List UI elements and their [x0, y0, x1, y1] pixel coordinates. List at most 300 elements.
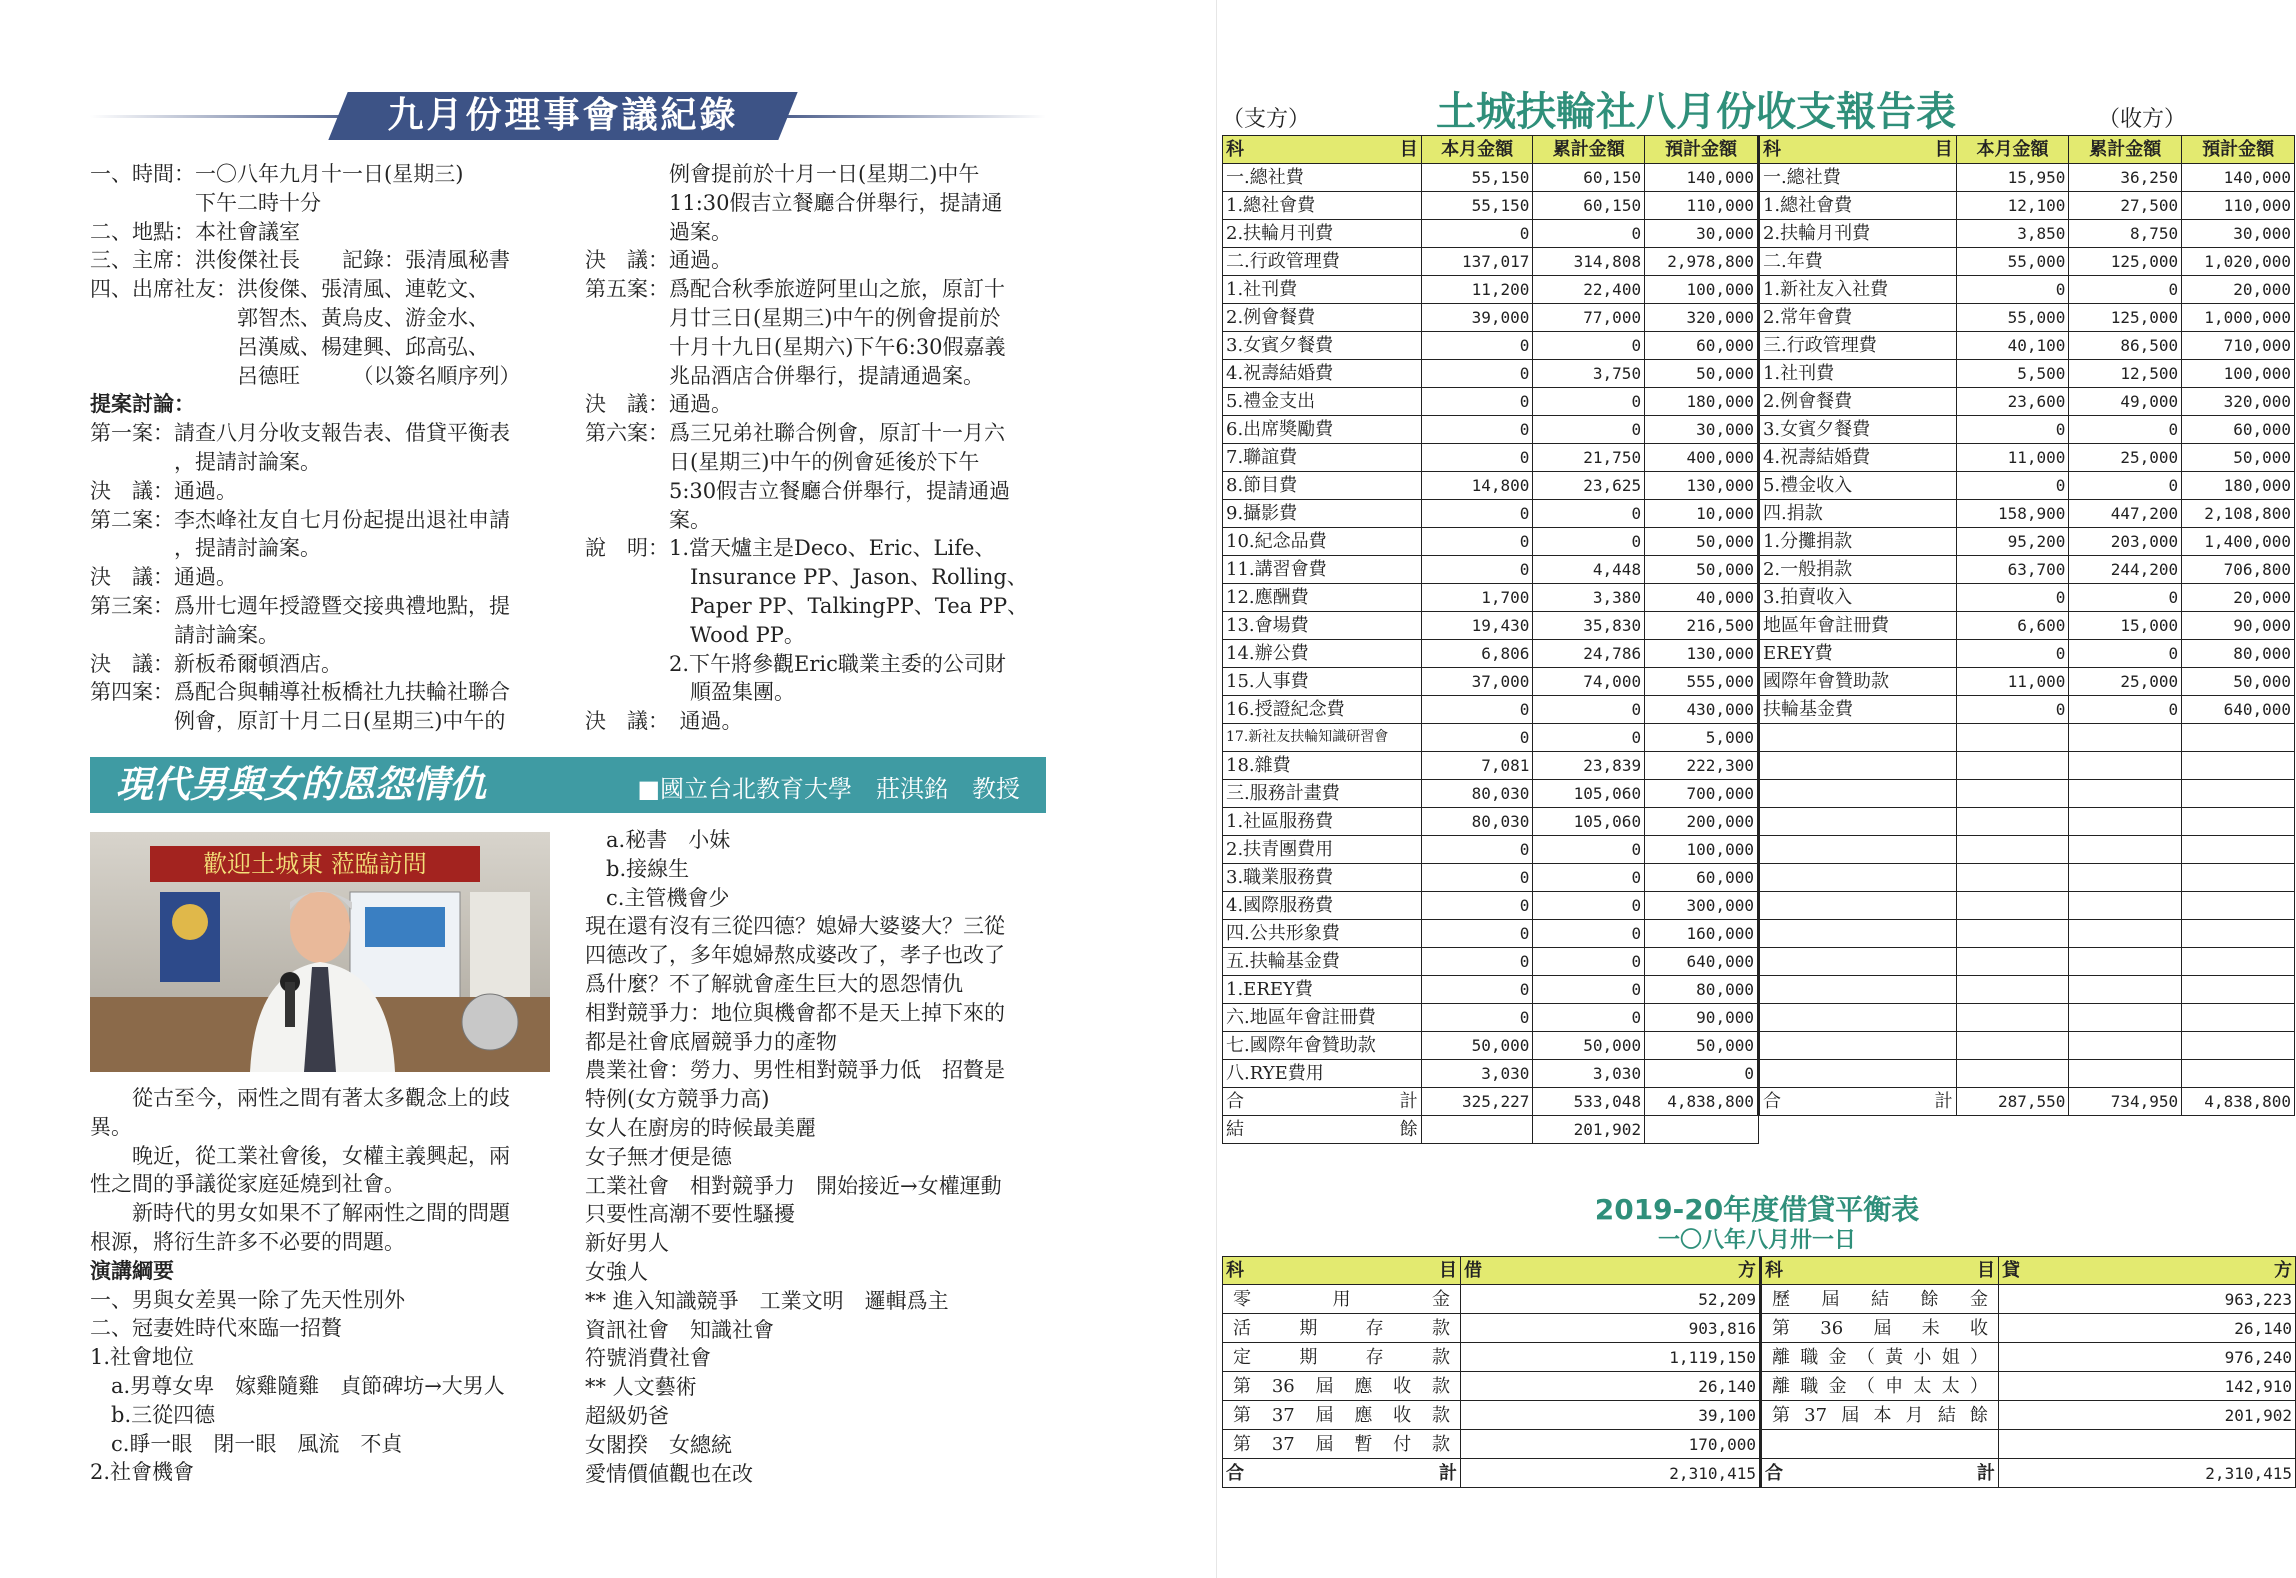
- income-item: 1.新社友入社費: [1758, 276, 1956, 304]
- income-amount: [2069, 780, 2182, 808]
- income-item: 2.例會餐費: [1758, 388, 1956, 416]
- table-row: [1223, 1343, 2296, 1372]
- expense-amount: 0: [1533, 528, 1645, 556]
- minutes-column-2: [585, 160, 1055, 736]
- income-amount: 640,000: [2182, 696, 2295, 724]
- text-line: 第五案：爲配合秋季旅遊阿里山之旅，原訂十: [585, 277, 1005, 302]
- table-row: [1223, 528, 2295, 556]
- income-amount: [2069, 920, 2182, 948]
- expense-amount: 105,060: [1533, 780, 1645, 808]
- income-amount: 1,000,000: [2182, 304, 2295, 332]
- table-row: [1223, 640, 2295, 668]
- expense-amount: 23,839: [1533, 752, 1645, 780]
- minutes-column-1: [90, 160, 560, 736]
- text-line: 決 議： 通過。: [585, 709, 743, 734]
- debit-item: 第37屆暫付款: [1223, 1430, 1461, 1459]
- text-line: 案。: [585, 507, 711, 532]
- report-title: 土城扶輪社八月份收支報告表: [1436, 89, 1956, 135]
- expense-amount: 0: [1421, 444, 1533, 472]
- expense-item: 8.節目費: [1223, 472, 1422, 500]
- income-amount: [2182, 864, 2295, 892]
- expense-amount: 50,000: [1533, 1032, 1645, 1060]
- total-label: [1763, 1088, 1953, 1115]
- report-balance-row: [1223, 1116, 2295, 1144]
- expense-amount: 23,625: [1533, 472, 1645, 500]
- income-amount: 125,000: [2069, 248, 2182, 276]
- expense-item: 14.辦公費: [1223, 640, 1422, 668]
- expense-item: 4.國際服務費: [1223, 892, 1422, 920]
- income-amount: 0: [1956, 640, 2069, 668]
- income-amount: 12,100: [1956, 192, 2069, 220]
- expense-amount: 0: [1533, 976, 1645, 1004]
- income-amount: [1956, 724, 2069, 752]
- income-item: 3.拍賣收入: [1758, 584, 1956, 612]
- expense-amount: 130,000: [1645, 472, 1759, 500]
- expense-amount: 7,081: [1421, 752, 1533, 780]
- income-item: [1758, 948, 1956, 976]
- balance-label-b: 餘: [1399, 1119, 1418, 1140]
- text-line: 過案。: [585, 219, 732, 244]
- income-amount: 12,500: [2069, 360, 2182, 388]
- table-row: [1223, 836, 2295, 864]
- income-amount: [2182, 808, 2295, 836]
- expense-amount: 320,000: [1645, 304, 1759, 332]
- table-row: [1223, 1372, 2296, 1401]
- text-line: 兆品酒店合併舉行，提請通過案。: [585, 363, 984, 388]
- income-amount: 0: [2069, 276, 2182, 304]
- text-line: 例會，原訂十月二日(星期三)中午的: [90, 709, 506, 734]
- credit-amount: 142,910: [1999, 1372, 2296, 1401]
- income-amount: 15,000: [2069, 612, 2182, 640]
- text-line: 工業社會 相對競爭力 開始接近→女權運動: [585, 1173, 1002, 1198]
- credit-total-label-wrap: [1765, 1460, 1995, 1487]
- table-row: [1223, 1004, 2295, 1032]
- table-row: [1223, 1285, 2296, 1314]
- text-line: 新好男人: [585, 1231, 669, 1256]
- text-line: 5:30假吉立餐廳合併舉行，提請通過: [585, 478, 1011, 503]
- text-line: 異。: [90, 1114, 132, 1139]
- text-line: c.睜一眼 閉一眼 風流 不貞: [90, 1431, 403, 1456]
- credit-total-label: [1761, 1459, 1999, 1488]
- text-line: 例會提前於十月一日(星期二)中午: [585, 162, 980, 186]
- income-amount: 23,600: [1956, 388, 2069, 416]
- income-amount: [2069, 752, 2182, 780]
- income-amount: [1956, 1004, 2069, 1032]
- income-amount: [2069, 976, 2182, 1004]
- income-amount: 0: [2069, 472, 2182, 500]
- expense-item: 2.扶青團費用: [1223, 836, 1422, 864]
- debit-total: 2,310,415: [1461, 1459, 1761, 1488]
- expense-item: 四.公共形象費: [1223, 920, 1422, 948]
- text-line: 決 議：通過。: [90, 565, 237, 590]
- text-line: ，提請討論案。: [90, 449, 321, 474]
- expense-item: 三.服務計畫費: [1223, 780, 1422, 808]
- credit-amount: 976,240: [1999, 1343, 2296, 1372]
- expense-item: 18.雜費: [1223, 752, 1422, 780]
- table-row: [1223, 948, 2295, 976]
- income-amount: 11,000: [1956, 668, 2069, 696]
- text-line: ** 進入知識競爭 工業文明 邏輯爲主: [585, 1288, 949, 1313]
- income-total-value: 287,550: [1956, 1088, 2069, 1116]
- text-line: 根源，將衍生許多不必要的問題。: [90, 1229, 405, 1254]
- income-item: 4.祝壽結婚費: [1758, 444, 1956, 472]
- text-line: 日(星期三)中午的例會延後於下午: [585, 449, 980, 474]
- text-line: 女子無才便是德: [585, 1144, 732, 1169]
- expense-amount: 3,380: [1533, 584, 1645, 612]
- expense-amount: 37,000: [1421, 668, 1533, 696]
- expense-amount: 0: [1421, 500, 1533, 528]
- income-amount: [2182, 836, 2295, 864]
- text-line: 愛情價値觀也在改: [585, 1461, 753, 1486]
- income-amount: 0: [1956, 416, 2069, 444]
- expense-amount: 0: [1533, 500, 1645, 528]
- text-line: ** 人文藝術: [585, 1375, 697, 1400]
- income-amount: [2069, 1032, 2182, 1060]
- income-item: 2.扶輪月刊費: [1758, 220, 1956, 248]
- expense-amount: 640,000: [1645, 948, 1759, 976]
- table-row: [1223, 1401, 2296, 1430]
- text-line: c.主管機會少: [585, 885, 730, 910]
- expense-amount: 130,000: [1645, 640, 1759, 668]
- table-row: [1223, 1032, 2295, 1060]
- text-line: 決 議：通過。: [90, 478, 237, 503]
- income-amount: 20,000: [2182, 584, 2295, 612]
- credit-total: 2,310,415: [1999, 1459, 2296, 1488]
- text-line: 十月十九日(星期六)下午6:30假嘉義: [585, 334, 1006, 359]
- expense-item: 11.講習會費: [1223, 556, 1422, 584]
- text-line: ，提請討論案。: [90, 536, 321, 561]
- text-line: 性之間的爭議從家庭延燒到社會。: [90, 1172, 405, 1197]
- table-row: [1223, 584, 2295, 612]
- expense-amount: 0: [1421, 556, 1533, 584]
- debit-amount: 26,140: [1461, 1372, 1761, 1401]
- expense-amount: 80,030: [1421, 808, 1533, 836]
- expense-amount: 80,030: [1421, 780, 1533, 808]
- table-row: [1223, 500, 2295, 528]
- income-amount: 11,000: [1956, 444, 2069, 472]
- expense-amount: 3,030: [1533, 1060, 1645, 1088]
- speaker-photo: [90, 832, 550, 1072]
- income-amount: 0: [1956, 696, 2069, 724]
- text-line: Paper PP、TalkingPP、Tea PP、: [585, 593, 1029, 618]
- income-item: 二.年費: [1758, 248, 1956, 276]
- income-amount: 0: [2069, 584, 2182, 612]
- expense-amount: 60,000: [1645, 864, 1759, 892]
- expense-amount: 0: [1533, 864, 1645, 892]
- table-row: [1223, 276, 2295, 304]
- income-amount: 50,000: [2182, 668, 2295, 696]
- income-amount: 203,000: [2069, 528, 2182, 556]
- total-label-a: 合: [1762, 1091, 1781, 1112]
- expense-amount: 0: [1533, 724, 1645, 752]
- expense-amount: 0: [1421, 948, 1533, 976]
- income-item: 一.總社費: [1758, 164, 1956, 192]
- text-line: 女強人: [585, 1259, 648, 1284]
- income-amount: [2069, 836, 2182, 864]
- income-item: 3.女賓夕餐費: [1758, 416, 1956, 444]
- text-line: 11:30假吉立餐廳合併舉行，提請通: [585, 190, 1003, 215]
- credit-amount: 201,902: [1999, 1401, 2296, 1430]
- expense-amount: 6,806: [1421, 640, 1533, 668]
- total-label-a: 合: [1226, 1462, 1244, 1484]
- expense-amount: 80,000: [1645, 976, 1759, 1004]
- expense-item: 3.女賓夕餐費: [1223, 332, 1422, 360]
- income-amount: [1956, 920, 2069, 948]
- table-row: [1223, 780, 2295, 808]
- article-title: 現代男與女的恩怨情仇: [116, 763, 486, 806]
- expense-amount: 0: [1421, 528, 1533, 556]
- income-amount: 90,000: [2182, 612, 2295, 640]
- income-amount: 100,000: [2182, 360, 2295, 388]
- text-line: Insurance PP、Jason、Rolling、: [585, 565, 1028, 590]
- total-label: [1226, 1088, 1418, 1115]
- text-line: 從古至今，兩性之間有著太多觀念上的歧: [90, 1086, 510, 1110]
- expense-amount: 137,017: [1421, 248, 1533, 276]
- text-line: a.男尊女卑 嫁雞隨雞 貞節碑坊→大男人: [90, 1373, 505, 1398]
- text-line: 決 議：通過。: [585, 392, 732, 417]
- expense-amount: 0: [1645, 1060, 1759, 1088]
- expense-amount: 0: [1421, 1004, 1533, 1032]
- text-line: 呂德旺 （以簽名順序列）: [90, 363, 521, 388]
- credit-item: [1761, 1430, 1999, 1459]
- total-label-b: 計: [1399, 1091, 1418, 1112]
- expense-amount: 700,000: [1645, 780, 1759, 808]
- debit-item: 零用金: [1223, 1285, 1461, 1314]
- income-amount: [1956, 808, 2069, 836]
- income-amount: 125,000: [2069, 304, 2182, 332]
- income-amount: [2182, 1060, 2295, 1088]
- expense-amount: 90,000: [1645, 1004, 1759, 1032]
- income-item: [1758, 892, 1956, 920]
- balance-label: [1223, 1116, 1422, 1144]
- income-item: 1.總社會費: [1758, 192, 1956, 220]
- expense-amount: 19,430: [1421, 612, 1533, 640]
- text-line: 爲什麼？不了解就會產生巨大的恩怨情仇: [585, 971, 963, 996]
- expense-amount: 22,400: [1533, 276, 1645, 304]
- expense-amount: 3,750: [1533, 360, 1645, 388]
- debit-item: 第37屆應收款: [1223, 1401, 1461, 1430]
- text-line: a.秘書 小妹: [585, 828, 731, 852]
- expense-amount: 0: [1421, 416, 1533, 444]
- table-row: [1223, 668, 2295, 696]
- income-amount: 30,000: [2182, 220, 2295, 248]
- expense-amount: 0: [1421, 724, 1533, 752]
- expense-amount: 4,448: [1533, 556, 1645, 584]
- expense-amount: 0: [1421, 920, 1533, 948]
- income-amount: 6,600: [1956, 612, 2069, 640]
- income-amount: 158,900: [1956, 500, 2069, 528]
- expense-amount: 0: [1421, 892, 1533, 920]
- income-amount: [2069, 1004, 2182, 1032]
- expense-amount: 55,150: [1421, 164, 1533, 192]
- income-item: [1758, 724, 1956, 752]
- text-line: b.接線生: [585, 856, 690, 881]
- expense-amount: 0: [1533, 332, 1645, 360]
- debit-amount: 52,209: [1461, 1285, 1761, 1314]
- income-amount: [1956, 1032, 2069, 1060]
- text-line: 新時代的男女如果不了解兩性之間的問題: [90, 1201, 510, 1226]
- income-amount: [2182, 752, 2295, 780]
- text-line: 女閣揆 女總統: [585, 1432, 732, 1457]
- income-amount: 447,200: [2069, 500, 2182, 528]
- expense-amount: 0: [1533, 220, 1645, 248]
- expense-amount: 50,000: [1645, 556, 1759, 584]
- article-banner: [90, 757, 1046, 813]
- expense-amount: 0: [1533, 416, 1645, 444]
- debit-amount: 39,100: [1461, 1401, 1761, 1430]
- income-amount: 25,000: [2069, 444, 2182, 472]
- table-row: [1223, 304, 2295, 332]
- expense-amount: 400,000: [1645, 444, 1759, 472]
- income-amount: [2069, 724, 2182, 752]
- text-line: 演講綱要: [90, 1258, 174, 1283]
- credit-item: 離職金（申太太）: [1761, 1372, 1999, 1401]
- income-amount: 0: [1956, 472, 2069, 500]
- expense-item: 7.聯誼費: [1223, 444, 1422, 472]
- expense-amount: 0: [1421, 836, 1533, 864]
- expense-item: 13.會場費: [1223, 612, 1422, 640]
- expense-item: 1.社刊費: [1223, 276, 1422, 304]
- income-item: 四.捐款: [1758, 500, 1956, 528]
- text-line: 現在還有沒有三從四德？媳婦大婆婆大？三從: [585, 914, 1005, 939]
- expense-amount: 200,000: [1645, 808, 1759, 836]
- expense-amount: 50,000: [1421, 1032, 1533, 1060]
- income-item: [1758, 864, 1956, 892]
- income-amount: 40,100: [1956, 332, 2069, 360]
- income-item: 5.禮金收入: [1758, 472, 1956, 500]
- expense-amount: 3,030: [1421, 1060, 1533, 1088]
- article-column-1: [90, 1084, 560, 1487]
- expense-item: 一.總社費: [1223, 164, 1422, 192]
- expense-amount: 14,800: [1421, 472, 1533, 500]
- text-line: 女人在廚房的時候最美麗: [585, 1115, 816, 1140]
- expense-item: 4.祝壽結婚費: [1223, 360, 1422, 388]
- income-amount: [2182, 892, 2295, 920]
- table-row: [1223, 920, 2295, 948]
- expense-item: 3.職業服務費: [1223, 864, 1422, 892]
- text-line: b.三從四德: [90, 1402, 216, 1427]
- expense-item: 6.出席獎勵費: [1223, 416, 1422, 444]
- text-line: 農業社會：勞力、男性相對競爭力低 招贅是: [585, 1058, 1005, 1083]
- income-amount: [2182, 1004, 2295, 1032]
- income-item: 三.行政管理費: [1758, 332, 1956, 360]
- expense-amount: 105,060: [1533, 808, 1645, 836]
- income-item: 扶輪基金費: [1758, 696, 1956, 724]
- income-amount: 0: [2069, 416, 2182, 444]
- table-row: [1223, 724, 2295, 752]
- income-amount: [2069, 892, 2182, 920]
- expense-amount: 77,000: [1533, 304, 1645, 332]
- income-amount: 5,500: [1956, 360, 2069, 388]
- income-amount: 180,000: [2182, 472, 2295, 500]
- income-amount: 1,020,000: [2182, 248, 2295, 276]
- expense-amount: 100,000: [1645, 836, 1759, 864]
- income-amount: 50,000: [2182, 444, 2295, 472]
- expense-amount: 0: [1533, 1004, 1645, 1032]
- expense-total-label: [1223, 1088, 1422, 1116]
- text-line: 相對競爭力：地位與機會都不是天上掉下來的: [585, 1000, 1005, 1025]
- income-amount: 8,750: [2069, 220, 2182, 248]
- expense-amount: 555,000: [1645, 668, 1759, 696]
- text-line: 晚近，從工業社會後，女權主義興起，兩: [90, 1143, 510, 1168]
- balance-total-row: [1223, 1459, 2296, 1488]
- income-item: 2.常年會費: [1758, 304, 1956, 332]
- income-amount: 95,200: [1956, 528, 2069, 556]
- table-row: [1223, 892, 2295, 920]
- income-amount: [2182, 920, 2295, 948]
- expense-amount: 5,000: [1645, 724, 1759, 752]
- expense-amount: 2,978,800: [1645, 248, 1759, 276]
- report-expense-label: （支方）: [1222, 107, 1311, 132]
- total-label-b: 計: [1977, 1462, 1995, 1484]
- expense-amount: 0: [1533, 920, 1645, 948]
- expense-amount: 222,300: [1645, 752, 1759, 780]
- income-amount: [1956, 892, 2069, 920]
- expense-amount: 0: [1421, 696, 1533, 724]
- table-row: [1223, 360, 2295, 388]
- income-amount: [1956, 864, 2069, 892]
- text-line: 第一案：請查八月分收支報告表、借貸平衡表: [90, 421, 510, 446]
- text-line: 特例(女方競爭力高): [585, 1087, 770, 1112]
- income-amount: [1956, 752, 2069, 780]
- expense-item: 15.人事費: [1223, 668, 1422, 696]
- expense-item: 五.扶輪基金費: [1223, 948, 1422, 976]
- text-line: 月廿三日(星期三)中午的例會提前於: [585, 305, 1001, 330]
- expense-amount: 74,000: [1533, 668, 1645, 696]
- debit-amount: 903,816: [1461, 1314, 1761, 1343]
- income-amount: 140,000: [2182, 164, 2295, 192]
- table-row: [1223, 1430, 2296, 1459]
- income-item: [1758, 1004, 1956, 1032]
- expense-amount: 50,000: [1645, 528, 1759, 556]
- expense-total-value: 325,227: [1421, 1088, 1533, 1116]
- expense-amount: 0: [1421, 976, 1533, 1004]
- income-total-label: [1758, 1088, 1956, 1116]
- income-item: 國際年會贊助款: [1758, 668, 1956, 696]
- credit-item: 第37屆本月結餘: [1761, 1401, 1999, 1430]
- text-line: 順盈集團。: [585, 680, 795, 705]
- income-item: [1758, 1060, 1956, 1088]
- expense-amount: 50,000: [1645, 1032, 1759, 1060]
- income-amount: [2069, 1060, 2182, 1088]
- total-label-a: 合: [1765, 1462, 1783, 1484]
- expense-amount: 180,000: [1645, 388, 1759, 416]
- balance-header-row: 科 目 借 方 科 目 貸 方: [1223, 1257, 2296, 1285]
- expense-item: 16.授證紀念費: [1223, 696, 1422, 724]
- expense-amount: 30,000: [1645, 220, 1759, 248]
- expense-amount: 0: [1421, 388, 1533, 416]
- expense-amount: 0: [1421, 332, 1533, 360]
- income-amount: 0: [1956, 276, 2069, 304]
- text-line: 一、男與女差異一除了先天性別外: [90, 1287, 405, 1312]
- text-line: 2.社會機會: [90, 1460, 195, 1485]
- expense-item: 17.新社友扶輪知識研習會: [1223, 724, 1422, 752]
- expense-item: 12.應酬費: [1223, 584, 1422, 612]
- balance-sheet-date: 一〇八年八月卅一日: [1657, 1228, 1856, 1253]
- balance-sheet-table: [1222, 1256, 2296, 1488]
- minutes-title: 九月份理事會議紀錄: [387, 95, 739, 136]
- text-line: Wood PP。: [585, 622, 805, 647]
- income-item: 地區年會註冊費: [1758, 612, 1956, 640]
- text-line: 只要性高潮不要性騷擾: [585, 1202, 795, 1227]
- report-total-row: [1223, 1088, 2295, 1116]
- minutes-banner: [90, 92, 1046, 140]
- income-amount: 2,108,800: [2182, 500, 2295, 528]
- balance-empty: [1421, 1116, 1533, 1144]
- income-amount: [2182, 724, 2295, 752]
- expense-item: 七.國際年會贊助款: [1223, 1032, 1422, 1060]
- income-item: [1758, 752, 1956, 780]
